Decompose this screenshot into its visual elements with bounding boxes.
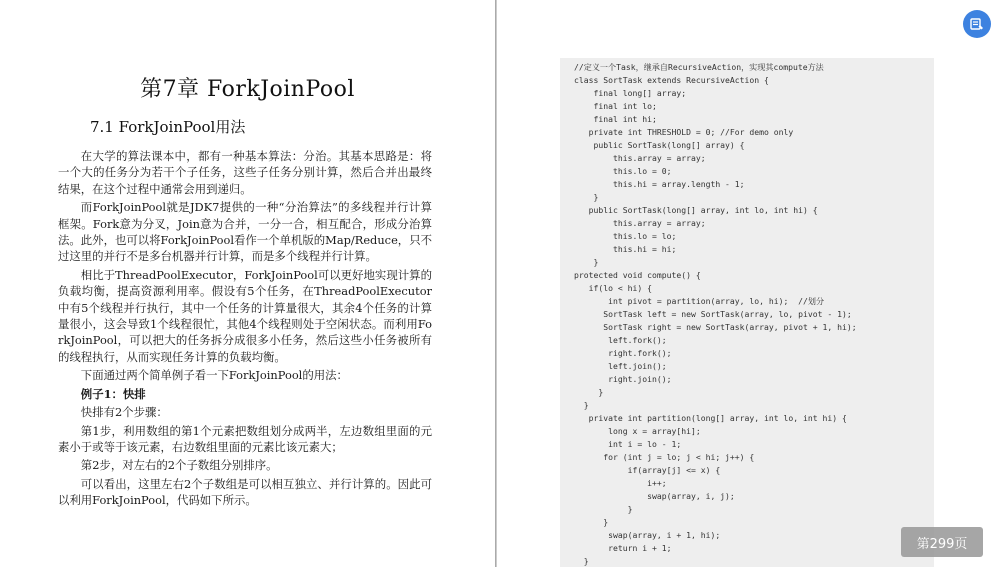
- code-line: }: [574, 556, 589, 566]
- code-line: protected void compute() {: [574, 270, 701, 280]
- code-line: }: [574, 517, 609, 527]
- chapter-title: 第7章 ForkJoinPool: [140, 77, 355, 102]
- example-heading: 例子1：快排: [80, 386, 146, 401]
- code-line: public SortTask(long[] array) {: [574, 140, 745, 150]
- code-block: [560, 58, 934, 567]
- code-line: this.lo = lo;: [574, 231, 677, 241]
- code-line: }: [574, 387, 604, 397]
- reader-mode-icon[interactable]: [963, 10, 991, 38]
- paragraph: 可以看出，这里左右2个子数组是可以相互独立、并行计算的。因此可以利用ForkJoinPool，代码如下所示。: [58, 476, 432, 508]
- code-line: right.fork();: [574, 348, 672, 358]
- code-line: }: [574, 192, 599, 202]
- paragraph: 在大学的算法课本中，都有一种基本算法：分治。其基本思路是：将一个大的任务分为若干个子任务，这些子任务分别计算，然后合并出最终结果，在这个过程中通常会用到递归。: [58, 149, 432, 196]
- code-line: i++;: [574, 478, 667, 488]
- paragraph: 下面通过两个简单例子看一下ForkJoinPool的用法：: [80, 368, 348, 383]
- paragraph: 快排有2个步骤：: [80, 405, 168, 420]
- page-number-indicator: 第299页: [901, 527, 983, 557]
- code-line: final int hi;: [574, 114, 657, 124]
- code-line: int i = lo - 1;: [574, 439, 682, 449]
- code-line: private int THRESHOLD = 0; //For demo only: [574, 127, 794, 137]
- code-line: private int partition(long[] array, int lo, int hi) {: [574, 413, 847, 423]
- code-line: long x = array[hi];: [574, 426, 701, 436]
- code-line: this.hi = array.length - 1;: [574, 179, 745, 189]
- code-line: final int lo;: [574, 101, 657, 111]
- code-line: left.fork();: [574, 335, 667, 345]
- code-line: this.hi = hi;: [574, 244, 677, 254]
- code-line: }: [574, 400, 589, 410]
- left-page: [0, 0, 495, 567]
- code-line: for (int j = lo; j < hi; j++) {: [574, 452, 755, 462]
- paragraph: 第1步，利用数组的第1个元素把数组划分成两半，左边数组里面的元素小于或等于该元素，右边数组里面的元素比该元素大；: [58, 423, 432, 454]
- code-line: swap(array, i + 1, hi);: [574, 530, 721, 540]
- code-line: if(lo < hi) {: [574, 283, 652, 293]
- code-line: public SortTask(long[] array, int lo, int hi) {: [574, 205, 818, 215]
- right-page: [497, 0, 995, 567]
- code-line: }: [574, 504, 633, 514]
- paragraph: 而ForkJoinPool就是JDK7提供的一种“分治算法”的多线程并行计算框架。Fork意为分叉，Join意为合并，一分一合，相互配合，形成分治算法。此外，也可以将ForkJoinPool看作一个单机版的Map/Reduce，只不过这里的并行不是多台机器并行计算，而是多个线程并行计算。: [58, 200, 432, 264]
- paragraph: 第2步，对左右的2个子数组分别排序。: [80, 458, 278, 473]
- code-line: this.lo = 0;: [574, 166, 672, 176]
- code-line: this.array = array;: [574, 218, 706, 228]
- code-line: right.join();: [574, 374, 672, 384]
- code-line: if(array[j] <= x) {: [574, 465, 721, 475]
- code-line: SortTask left = new SortTask(array, lo, pivot - 1);: [574, 309, 852, 319]
- code-line: }: [574, 257, 599, 267]
- code-line: final long[] array;: [574, 88, 687, 98]
- code-line: return i + 1;: [574, 543, 672, 553]
- body-text: [58, 148, 432, 511]
- code-line: //定义一个Task，继承自RecursiveAction，实现其compute方法: [574, 62, 824, 72]
- code-line: SortTask right = new SortTask(array, pivot + 1, hi);: [574, 322, 857, 332]
- code-line: left.join();: [574, 361, 667, 371]
- code-line: int pivot = partition(array, lo, hi); //划分: [574, 296, 825, 306]
- reader-mode-glyph: [969, 16, 985, 32]
- code-line: class SortTask extends RecursiveAction {: [574, 75, 769, 85]
- code-line: this.array = array;: [574, 153, 706, 163]
- section-title: 7.1 ForkJoinPool用法: [90, 118, 246, 136]
- code-line: swap(array, i, j);: [574, 491, 735, 501]
- paragraph: 相比于ThreadPoolExecutor，ForkJoinPool可以更好地实现计算的负载均衡，提高资源利用率。假设有5个任务，在ThreadPoolExecutor中有5个线程并行执行，其中一个任务的计算量很大，其余4个任务的计算量很小，这会导致1个线程很忙，其他4个线程则处于空闲状态。而利用ForkJoinPool，可以把大的任务拆分成很多小任务，然后这些小任务被所有的线程执行，从而实现任务计算的负载均衡。: [58, 267, 432, 364]
